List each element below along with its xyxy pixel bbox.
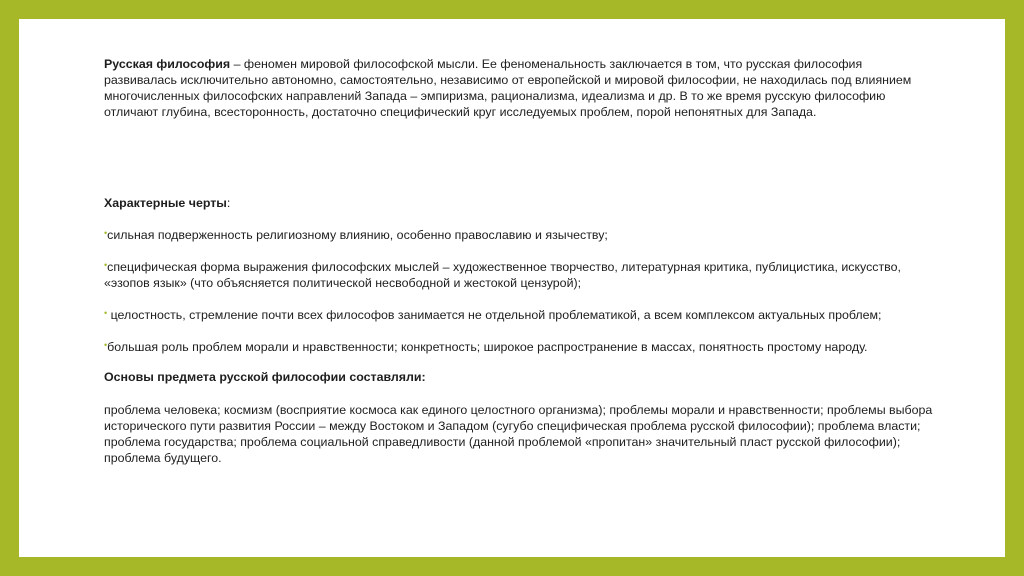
slide [19, 19, 1005, 557]
bullet-icon: • [104, 308, 108, 318]
feature-item-4 [104, 337, 934, 355]
foundations-heading: Основы предмета русской философии составляли: [104, 370, 426, 384]
foundations-text: проблема человека; космизм (восприятие космоса как единого целостного организма); проблемы морали и нравственности; проблемы выбора исторического пути развития России – между Востоком и Западом (сугубо специфическая проблема русской философии); проблема власти; проблема государства; проблема социальной справедливости (данной проблемой «пропитан» значительный пласт русской философии); проблема будущего. [104, 403, 933, 465]
bullet-icon: • [104, 340, 108, 350]
intro-text: – феномен мировой философской мысли. Ее феноменальность заключается в том, что русская философия развивалась исключительно автономно, самостоятельно, независимо от европейской и мировой философии, не находилась под влиянием многочисленных философских направлений Запада – эмпиризма, рационализма, идеализма и др. В то же время русскую философию отличают глубина, всесторонность, достаточно специфический круг исследуемых проблем, порой непонятных для Запада. [104, 57, 912, 119]
feature-item-text: целостность, стремление почти всех философов занимается не отдельной проблематикой, а всем комплексом актуальных проблем; [107, 308, 882, 322]
features-heading: Характерные черты [104, 196, 227, 210]
intro-paragraph [104, 56, 919, 120]
intro-term: Русская философия [104, 57, 231, 71]
content-body [104, 195, 934, 466]
feature-item-3 [104, 305, 934, 323]
feature-item-text: сильная подверженность религиозному влиянию, особенно православию и язычеству; [107, 228, 608, 242]
features-heading-line [104, 195, 934, 211]
bullet-icon: • [104, 260, 108, 270]
bullet-icon: • [104, 228, 108, 238]
feature-item-2 [104, 257, 934, 291]
features-heading-suffix: : [226, 196, 231, 210]
feature-item-text: большая роль проблем морали и нравственности; конкретность; широкое распространение в массах, понятность простому народу. [107, 340, 868, 354]
feature-item-text: специфическая форма выражения философских мыслей – художественное творчество, литературная критика, публицистика, искусство, «эзопов язык» (что объясняется политической несвободной и жестокой цензурой); [104, 260, 901, 290]
feature-item-1 [104, 225, 934, 243]
